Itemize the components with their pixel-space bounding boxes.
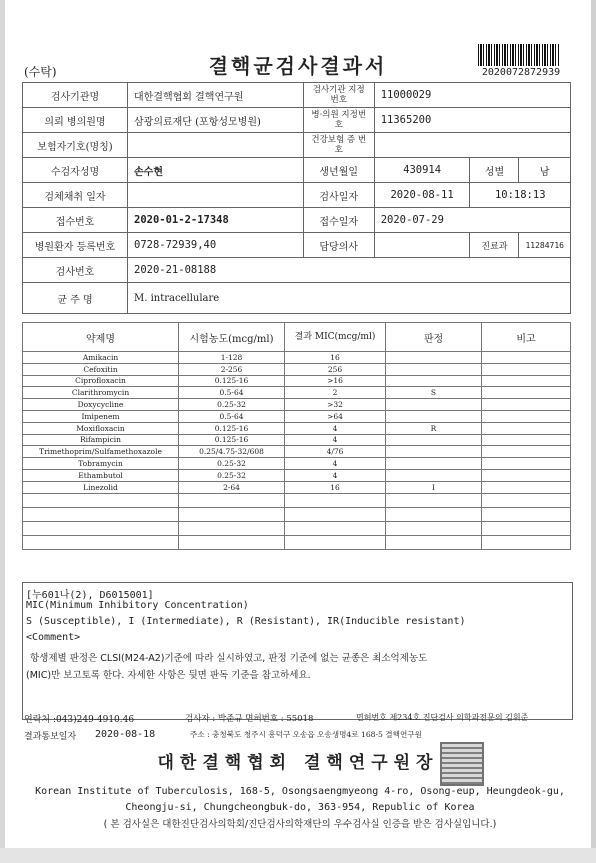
dept-label: 진료과: [470, 233, 519, 258]
director-info: 면허번호 제234호 진단검사 의학과전문의 김휘준: [356, 713, 529, 722]
receipt-date-label: 접수일자: [303, 208, 374, 233]
table-row: [23, 363, 571, 375]
test-time-value: 10:18:13: [470, 183, 571, 208]
cell-remark: [482, 363, 571, 375]
hospital-reg-value: 0728-72939,40: [128, 233, 304, 258]
document-title: 결핵균검사결과서: [208, 54, 388, 78]
lab-id-label: 검사기관 지정번호: [303, 83, 374, 108]
table-row-empty: [23, 535, 571, 549]
birth-value: 430914: [374, 158, 470, 183]
cell-empty: [285, 507, 386, 521]
cell-remark: [482, 481, 571, 493]
cell-drug: Trimethoprim/Sulfamethoxazole: [23, 446, 179, 458]
lab-label: 검사기관명: [23, 83, 128, 108]
hospital-reg-label: 병원환자 등록번호: [23, 233, 128, 258]
mic-definition: MIC(Minimum Inhibitory Concentration): [26, 600, 249, 611]
table-row: [23, 387, 571, 399]
cell-remark: [482, 387, 571, 399]
cell-mic: >32: [285, 399, 386, 411]
cell-empty: [179, 521, 285, 535]
collect-date-label: 검체채취 일자: [23, 183, 128, 208]
cell-interp: [386, 410, 482, 422]
table-row: [23, 481, 571, 493]
cell-mic: 16: [285, 352, 386, 364]
cell-mic: 16: [285, 481, 386, 493]
table-row: [23, 446, 571, 458]
scan-border-left: [0, 0, 5, 863]
cell-drug: Doxycycline: [23, 399, 179, 411]
col-conc: 시험농도(mcg/ml): [179, 323, 285, 352]
cell-interp: [386, 469, 482, 481]
table-row: [23, 410, 571, 422]
issuer-name: 대한결핵협회 결핵연구원장: [157, 753, 439, 773]
cell-mic: >16: [285, 375, 386, 387]
examiner-info: 검사자 : 박준규 면허번호 : 55018: [185, 714, 314, 724]
cell-empty: [23, 535, 179, 549]
scan-border-bottom: [0, 848, 596, 863]
cell-remark: [482, 410, 571, 422]
cell-interp: [386, 434, 482, 446]
notice-date-value: 2020-08-18: [95, 729, 156, 740]
lab-id-value: 11000029: [374, 83, 570, 108]
cell-empty: [482, 493, 571, 507]
cell-drug: Ethambutol: [23, 469, 179, 481]
table-row: [23, 352, 571, 364]
cell-mic: >64: [285, 410, 386, 422]
form-code: (수탁): [24, 65, 57, 79]
contact-phone: 연락처 :043)249-4910.46: [24, 715, 135, 725]
certification-note: ( 본 검사실은 대한진단검사의학회/진단검사의학재단의 우수검사실 인증을 받은 검사실입니다.): [103, 819, 497, 830]
doctor-value: [374, 233, 470, 258]
cell-empty: [179, 535, 285, 549]
table-row: [23, 399, 571, 411]
patient-info-table: [22, 82, 571, 314]
clinic-value: 삼광의료재단 (포항성모병원): [128, 108, 304, 133]
cell-remark: [482, 352, 571, 364]
test-date-label: 검사일자: [303, 183, 374, 208]
official-seal-stamp: [440, 742, 484, 786]
cell-interp: R: [386, 422, 482, 434]
cell-mic: 4: [285, 458, 386, 470]
clinic-id-label: 병·의원 지정번호: [303, 108, 374, 133]
receipt-no-label: 접수번호: [23, 208, 128, 233]
cell-remark: [482, 375, 571, 387]
cell-drug: Cefoxitin: [23, 363, 179, 375]
cell-empty: [482, 521, 571, 535]
test-date-value: 2020-08-11: [374, 183, 470, 208]
col-interp: 판정: [386, 323, 482, 352]
cell-interp: S: [386, 387, 482, 399]
clinic-id-value: 11365200: [374, 108, 570, 133]
cell-drug: Rifampicin: [23, 434, 179, 446]
col-remark: 비고: [482, 323, 571, 352]
cell-remark: [482, 399, 571, 411]
cell-drug: Amikacin: [23, 352, 179, 364]
cell-mic: 256: [285, 363, 386, 375]
health-id-label: 건강보험 증 번 호: [303, 133, 374, 158]
method-code: [누601나(2), D6015001]: [26, 590, 154, 601]
cell-mic: 4: [285, 434, 386, 446]
cell-conc: 0.125-16: [179, 422, 285, 434]
barcode-number: 2020072872939: [481, 67, 561, 78]
cell-drug: Tobramycin: [23, 458, 179, 470]
dept-value: 11284716: [519, 233, 571, 258]
cell-conc: 2-256: [179, 363, 285, 375]
cell-empty: [482, 535, 571, 549]
species-label: 균 주 명: [23, 283, 128, 314]
susceptibility-table: [22, 322, 571, 550]
notice-date-label: 결과통보일자: [24, 732, 77, 742]
cell-empty: [285, 493, 386, 507]
insurance-value: [128, 133, 304, 158]
cell-empty: [23, 493, 179, 507]
health-id-value: [374, 133, 570, 158]
test-no-label: 검사번호: [23, 258, 128, 283]
patient-name: 손수현: [128, 158, 304, 183]
cell-interp: [386, 458, 482, 470]
insurance-label: 보험자기호(명칭): [23, 133, 128, 158]
cell-empty: [179, 507, 285, 521]
cell-empty: [23, 521, 179, 535]
sex-label: 성별: [470, 158, 519, 183]
cell-conc: 0.25-32: [179, 458, 285, 470]
table-row: [23, 422, 571, 434]
col-mic: 결과 MIC(mcg/ml): [285, 323, 386, 352]
table-row: [23, 434, 571, 446]
cell-remark: [482, 458, 571, 470]
cell-empty: [179, 493, 285, 507]
cell-mic: 4: [285, 422, 386, 434]
cell-empty: [23, 507, 179, 521]
table-row: [23, 458, 571, 470]
cell-conc: 0.125-16: [179, 434, 285, 446]
birth-label: 생년월일: [303, 158, 374, 183]
table-row-empty: [23, 507, 571, 521]
cell-mic: 2: [285, 387, 386, 399]
cell-remark: [482, 469, 571, 481]
cell-conc: 0.25/4.75-32/608: [179, 446, 285, 458]
comment-label: <Comment>: [26, 632, 81, 643]
cell-mic: 4: [285, 469, 386, 481]
cell-interp: I: [386, 481, 482, 493]
cell-interp: [386, 363, 482, 375]
cell-empty: [386, 507, 482, 521]
cell-remark: [482, 422, 571, 434]
table-row-empty: [23, 493, 571, 507]
collect-date-value: [128, 183, 304, 208]
address-english-line-1: Korean Institute of Tuberculosis, 168-5, Osongsaengmyeong 4-ro, Osong-eup, Heungdeok-gu,: [35, 786, 565, 797]
cell-drug: Linezolid: [23, 481, 179, 493]
doctor-label: 담당의사: [303, 233, 374, 258]
cell-remark: [482, 434, 571, 446]
cell-empty: [386, 493, 482, 507]
cell-conc: 0.25-32: [179, 399, 285, 411]
patient-label: 수검자성명: [23, 158, 128, 183]
address-english-line-2: Cheongju-si, Chungcheongbuk-do, 363-954, Republic of Korea: [125, 802, 475, 813]
cell-empty: [386, 535, 482, 549]
cell-drug: Ciprofloxacin: [23, 375, 179, 387]
cell-empty: [285, 521, 386, 535]
cell-conc: 0.5-64: [179, 410, 285, 422]
cell-interp: [386, 399, 482, 411]
scan-border-right: [591, 0, 596, 863]
table-row: [23, 469, 571, 481]
cell-conc: 1-128: [179, 352, 285, 364]
table-row: [23, 375, 571, 387]
cell-drug: Imipenem: [23, 410, 179, 422]
cell-interp: [386, 352, 482, 364]
col-drug: 약제명: [23, 323, 179, 352]
address-korean: 주소 : 충청북도 청주시 흥덕구 오송읍 오송생명4로 168-5 결핵연구원: [190, 730, 422, 739]
clinic-label: 의뢰 병의원명: [23, 108, 128, 133]
lab-value: 대한결핵협회 결핵연구원: [128, 83, 304, 108]
cell-conc: 0.125-16: [179, 375, 285, 387]
cell-mic: 4/76: [285, 446, 386, 458]
receipt-date-value: 2020-07-29: [374, 208, 570, 233]
cell-conc: 0.25-32: [179, 469, 285, 481]
cell-empty: [386, 521, 482, 535]
cell-drug: Moxifloxacin: [23, 422, 179, 434]
cell-remark: [482, 446, 571, 458]
sex-value: 남: [519, 158, 571, 183]
comment-line-1: 항생제별 판정은 CLSI(M24-A2)기준에 따라 실시하였고, 판정 기준에 없는 균종은 최소억제농도: [30, 653, 428, 664]
cell-interp: [386, 446, 482, 458]
receipt-no-value: 2020-01-2-17348: [128, 208, 304, 233]
comment-line-2: (MIC)만 보고토록 한다. 자세한 사항은 뒷면 판독 기준을 참고하세요.: [26, 670, 311, 681]
cell-drug: Clarithromycin: [23, 387, 179, 399]
species-value: M. intracellulare: [128, 283, 571, 314]
interp-legend: S (Susceptible), I (Intermediate), R (Resistant), IR(Inducible resistant): [26, 616, 466, 627]
table-row-empty: [23, 521, 571, 535]
cell-empty: [482, 507, 571, 521]
test-no-value: 2020-21-08188: [128, 258, 571, 283]
cell-empty: [285, 535, 386, 549]
barcode-image: [478, 44, 560, 66]
cell-interp: [386, 375, 482, 387]
cell-conc: 0.5-64: [179, 387, 285, 399]
cell-conc: 2-64: [179, 481, 285, 493]
